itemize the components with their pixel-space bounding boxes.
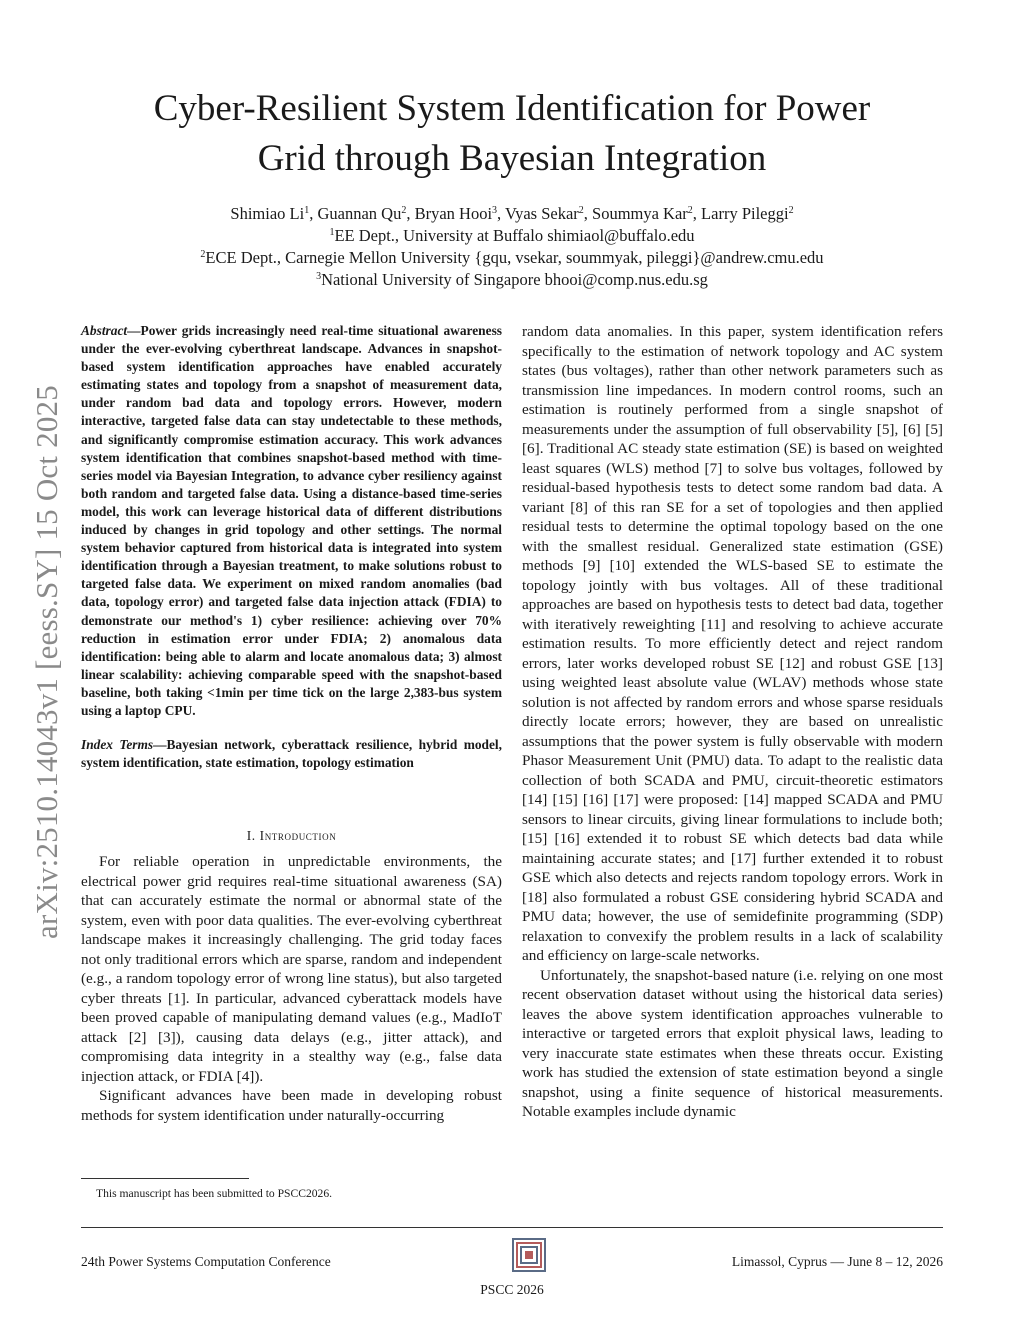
footnote-divider bbox=[81, 1178, 249, 1179]
author-affiliation-mark: 2 bbox=[687, 205, 693, 216]
author-name: Guannan Qu bbox=[317, 204, 402, 223]
footnote: This manuscript has been submitted to PSCC2026. bbox=[96, 1187, 333, 1200]
author-affiliation-mark: 2 bbox=[578, 205, 584, 216]
arxiv-identifier: arXiv:2510.14043v1 [eess.SY] 15 Oct 2025 bbox=[29, 385, 64, 939]
author-name: Bryan Hooi bbox=[414, 204, 493, 223]
footer-divider bbox=[81, 1227, 943, 1228]
index-terms-label: Index Terms bbox=[81, 737, 154, 753]
footer-conference-short: PSCC 2026 bbox=[480, 1282, 544, 1297]
author-name: Larry Pileggi bbox=[701, 204, 789, 223]
left-column bbox=[81, 322, 502, 1125]
abstract-label: Abstract bbox=[81, 323, 128, 338]
title-line-1: Cyber-Resilient System Identification for Power bbox=[153, 88, 871, 129]
affiliation-line bbox=[100, 225, 924, 247]
body-paragraph: random data anomalies. In this paper, system identification refers specifically to the estimation of network topology and AC system states (bus voltages), rather than other network parameters such as transmission line impedances. In modern control rooms, such an estimation is routinely performed from a single snapshot of measurements under the assumption of full observability [5], [6] [5] [6]. Traditional AC steady state estimation (SE) is based on weighted least squares (WLS) method [7] to solve bus voltages, followed by residual-based hypothesis tests to detect some random bad data. A variant [8] of this ran SE for a set of topologies and then applied residual tests to determine the optimal topology based on the one with the smallest residual. Generalized state estimation (GSE) methods [9] [10] extended the WLS-based SE to estimate the topology jointly with bus voltages. All of these traditional approaches are based on hypothesis tests to detect bad data, together with iteratively reweighting [11] and resolving to achieve accurate estimation results. To more efficiently detect and reject random errors, later works developed robust SE [12] and robust GSE [13] using weighted least absolute value (WLAV) methods whose state solution is not affected by random errors and whose sparse residuals directly locate errors; however, they are based on unrealistic assumptions that the power system is fully observable with modern Phasor Measurement Unit (PMU) data. To adapt to the realistic data collection of both SCADA and PMU, circuit-theoretic estimators [14] [15] [16] [17] were proposed: [14] mapped SCADA and PMU sensors to linear circuits, giving linear formulations to include both; [15] [16] extended it to robust SE which detects bad data while maintaining accurate states; and [17] further extended it to robust GSE which also detects and rejects random topology errors. Work in [18] also formulated a robust GSE considering hybrid SCADA and PMU data; however, the use of semidefinite programming (SDP) relaxation to convexify the problem results in a lack of scalability and efficiency on large-scale networks. bbox=[522, 323, 943, 964]
affiliation-text: National University of Singapore bhooi@comp.nus.edu.sg bbox=[321, 270, 708, 289]
author-block bbox=[100, 203, 924, 291]
author-affiliation-mark: 2 bbox=[788, 205, 794, 216]
footer-conference-name: 24th Power Systems Computation Conference bbox=[81, 1254, 331, 1269]
affiliation-text: ECE Dept., Carnegie Mellon University {gqu, vsekar, soummyak, pileggi}@andrew.cmu.edu bbox=[205, 248, 824, 267]
pscc-logo-icon bbox=[512, 1238, 546, 1272]
author-affiliation-mark: 3 bbox=[492, 205, 498, 216]
index-terms bbox=[81, 736, 502, 772]
affiliation-number: 2 bbox=[200, 249, 206, 260]
affiliation-text: EE Dept., University at Buffalo shimiaol@buffalo.edu bbox=[334, 226, 695, 245]
affiliation-line bbox=[100, 269, 924, 291]
affiliation-line bbox=[100, 247, 924, 269]
author-list: Shimiao Li$^1$, Guannan Qu$^2$, Bryan Hooi$^3$, Vyas Sekar$^2$, Soummya Kar$^2$, Larry Pileggi$^2$ bbox=[230, 204, 794, 223]
author-name: Soummya Kar bbox=[592, 204, 688, 223]
body-paragraph: Significant advances have been made in developing robust methods for system identification under naturally-occurring bbox=[81, 1087, 502, 1124]
affiliation-number: 3 bbox=[316, 271, 322, 282]
affiliation-number: 1 bbox=[329, 227, 335, 238]
abstract-text: —Power grids increasingly need real-time situational awareness under the ever-evolving cyberthreat landscape. Advances in snapshot-based system identification approaches have enabled accurately estimating states and topology from a snapshot of measurement data, under random bad data and topology errors. However, modern interactive, targeted false data can stay undetectable to these methods, and significantly compromise estimation accuracy. This work advances system identification that combines snapshot-based method with time-series model via Bayesian Integration, to advance cyber resiliency against both random and targeted false data. Using a distance-based time-series model, this work can leverage historical data of different distributions induced by changes in grid topology and other settings. The normal system behavior captured from historical data is integrated into system identification through a Bayesian treatment, to make solutions robust to targeted false data. We experiment on mixed random anomalies (bad data, topology error) and targeted false data injection attack (FDIA) to demonstrate our method's 1) cyber resilience: achieving over 70% reduction in estimation error under FDIA; 2) anomalous data identification: being able to alarm and locate anomalous data; 3) almost linear scalability: achieving comparable speed with the snapshot-based baseline, both taking <1min per time tick on the large 2,383-bus system using a laptop CPU. bbox=[81, 323, 502, 718]
body-paragraph: Unfortunately, the snapshot-based nature (i.e. relying on one most recent observation dataset without using the historical data series) leaves the above system identification approaches vulnerable to interactive or targeted errors that exploit physical laws, leading to very inaccurate state estimates when these threats occur. Existing work has studied the extension of state estimation beyond a single snapshot, using a finite sequence of historical measurements. Notable examples include dynamic bbox=[522, 966, 943, 1120]
index-terms-text: —Bayesian network, cyberattack resilience, hybrid model, system identification, state estimation, topology estimation bbox=[81, 737, 502, 771]
author-affiliation-mark: 1 bbox=[304, 205, 310, 216]
right-column bbox=[522, 322, 943, 1122]
title-line-2: Grid through Bayesian Integration bbox=[257, 138, 767, 179]
author-name: Shimiao Li bbox=[230, 204, 305, 223]
section-heading-introduction: I. Introduction bbox=[246, 828, 337, 844]
author-name: Vyas Sekar bbox=[504, 204, 579, 223]
body-paragraph: For reliable operation in unpredictable environments, the electrical power grid requires real-time situational awareness (SA) that can accurately estimate the normal or abnormal state of the system, even with poor data qualities. The ever-evolving cyberthreat landscape makes it increasingly challenging. The grid today faces not only traditional errors which are sparse, random and independent (e.g., a random topology error of wrong line status), but also targeted cyber threats [1]. In particular, advanced cyberattack models have been proved capable of manipulating demand values (e.g., MadIoT attack [2] [3]), causing data delays (e.g., jitter attack), and compromising data integrity in a stealthy way (e.g., false data injection attack, or FDIA [4]). bbox=[81, 853, 502, 1085]
footer-location-date: Limassol, Cyprus — June 8 – 12, 2026 bbox=[731, 1254, 943, 1269]
paper-title bbox=[100, 84, 924, 184]
abstract bbox=[81, 322, 502, 720]
author-affiliation-mark: 2 bbox=[401, 205, 407, 216]
